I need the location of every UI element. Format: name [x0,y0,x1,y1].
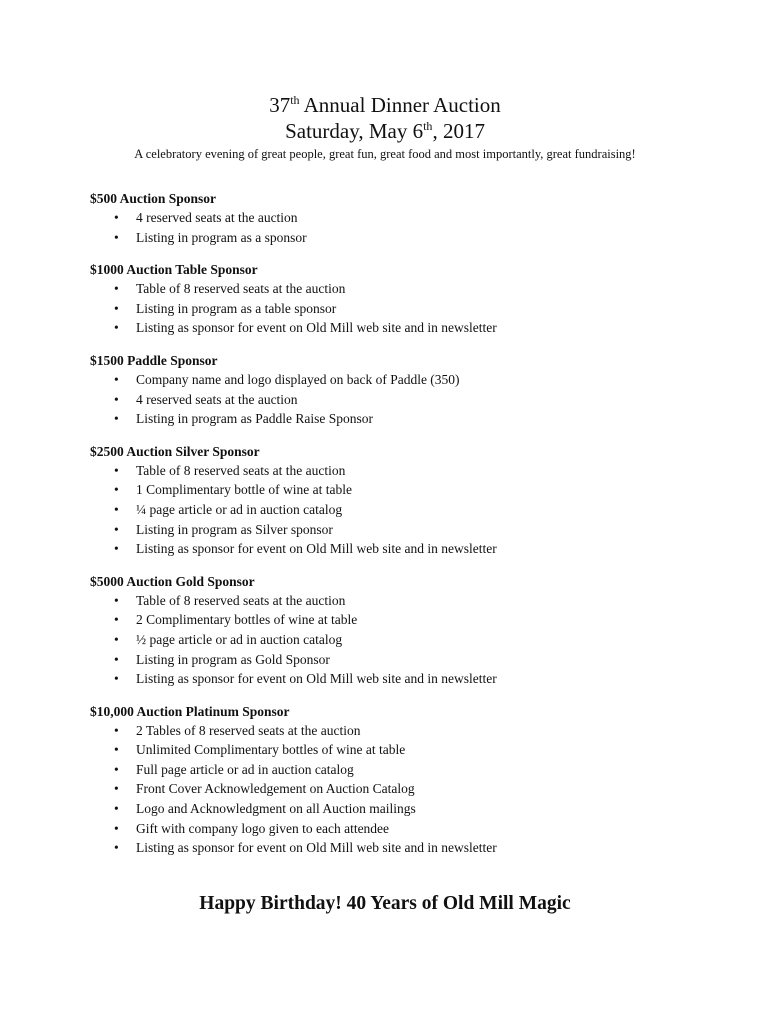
sponsor-level-500 [90,190,710,247]
sponsorship-levels [90,190,710,872]
benefit-item: • Listing as sponsor for event on Old Mill web site and in newsletter [90,539,710,559]
benefit-item: • Listing in program as Gold Sponsor [90,650,710,670]
benefit-item: • Listing in program as Silver sponsor [90,520,710,540]
benefit-item: • 2 Complimentary bottles of wine at table [90,610,710,630]
sponsor-level-10000 [90,703,710,858]
sponsor-level-title: $500 Auction Sponsor [90,191,217,206]
benefit-item: • Listing as sponsor for event on Old Mill web site and in newsletter [90,838,710,858]
sponsor-level-2500 [90,443,710,559]
closing-message: Happy Birthday! 40 Years of Old Mill Magic [199,893,571,914]
benefit-item: • Gift with company logo given to each attendee [90,819,710,839]
benefit-item: • Listing as sponsor for event on Old Mill web site and in newsletter [90,318,710,338]
benefit-item: • Company name and logo displayed on back of Paddle (350) [90,370,710,390]
benefit-item: • Listing in program as a sponsor [90,228,710,248]
event-title-ordinal: th [290,93,300,107]
sponsor-level-title: $10,000 Auction Platinum Sponsor [90,703,290,719]
benefit-item: • 2 Tables of 8 reserved seats at the auction [90,721,710,741]
benefit-list [90,721,710,858]
event-date-ordinal: th [423,119,433,133]
benefit-item: • Listing in program as Paddle Raise Sponsor [90,409,710,429]
benefit-item: • Table of 8 reserved seats at the auction [90,279,710,299]
event-title-text: Annual Dinner Auction [299,93,501,117]
benefit-item: • Front Cover Acknowledgement on Auction Catalog [90,779,710,799]
sponsor-level-title: $1000 Auction Table Sponsor [90,262,258,278]
benefit-list [90,461,710,559]
event-title [0,93,770,117]
sponsor-level-1000 [90,261,710,338]
benefit-list [90,591,710,689]
benefit-item: • ¼ page article or ad in auction catalog [90,500,710,520]
sponsor-level-title: $5000 Auction Gold Sponsor [90,573,255,589]
event-date-prefix: Saturday, May 6 [285,119,424,143]
benefit-item: • 4 reserved seats at the auction [90,208,710,228]
benefit-item: • Unlimited Complimentary bottles of wine at table [90,740,710,760]
benefit-item: • Listing in program as a table sponsor [90,299,710,319]
benefit-item: • Table of 8 reserved seats at the auction [90,591,710,611]
benefit-list [90,370,710,429]
sponsor-level-title: $1500 Paddle Sponsor [90,352,218,368]
benefit-item: • Listing as sponsor for event on Old Mill web site and in newsletter [90,669,710,689]
benefit-item: • Full page article or ad in auction catalog [90,760,710,780]
benefit-list [90,208,710,247]
event-date [0,119,770,143]
benefit-item: • Table of 8 reserved seats at the auction [90,461,710,481]
benefit-list [90,279,710,338]
sponsor-level-1500 [90,352,710,429]
event-tagline: A celebratory evening of great people, great fun, great food and most importantly, great fundraising! [134,147,636,161]
event-title-number: 37 [269,93,291,117]
benefit-item: • Logo and Acknowledgment on all Auction mailings [90,799,710,819]
sponsor-level-title: $2500 Auction Silver Sponsor [90,443,260,459]
sponsor-level-5000 [90,573,710,689]
benefit-item: • 4 reserved seats at the auction [90,390,710,410]
benefit-item: • ½ page article or ad in auction catalog [90,630,710,650]
benefit-item: • 1 Complimentary bottle of wine at table [90,480,710,500]
event-date-year: , 2017 [432,119,485,143]
